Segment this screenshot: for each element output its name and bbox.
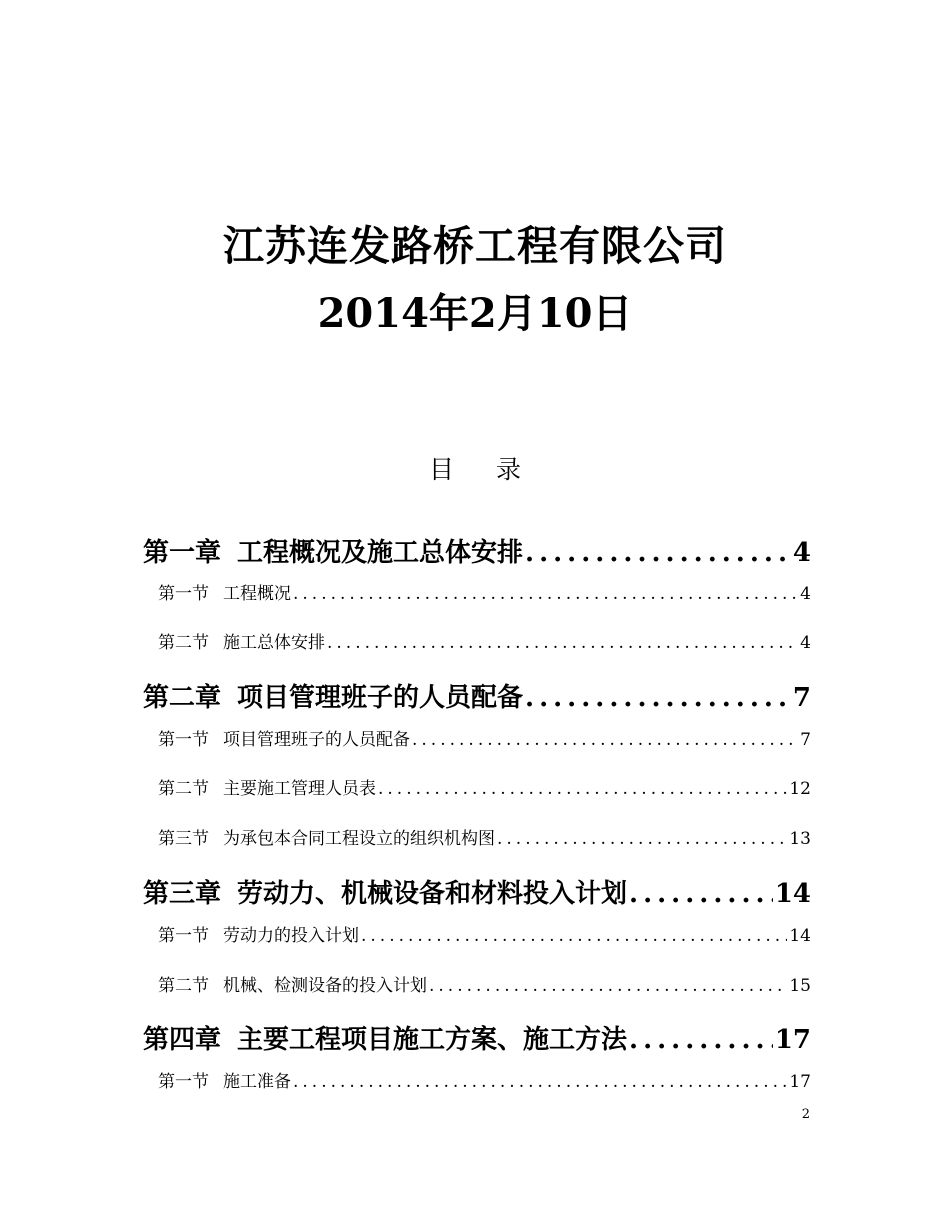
dot-leader [525, 533, 791, 573]
toc-chapter-4[interactable] [143, 1020, 811, 1060]
chapter-title: 主要工程项目施工方案、施工方法 [237, 1025, 628, 1055]
toc-section-3-1[interactable] [158, 922, 811, 950]
table-of-contents [143, 0, 811, 1230]
document-date: 2014年2月10日 [317, 290, 633, 337]
toc-section-2-2[interactable] [158, 775, 811, 803]
dot-leader [293, 580, 798, 608]
dot-leader [429, 972, 787, 1000]
dot-leader [497, 825, 787, 853]
section-page: 13 [789, 829, 811, 849]
toc-chapter-1[interactable] [143, 533, 811, 573]
section-page: 4 [800, 633, 811, 653]
dot-leader [412, 726, 798, 754]
chapter-page: 4 [792, 538, 811, 568]
toc-section-1-1[interactable] [158, 580, 811, 608]
dot-leader [327, 629, 798, 657]
section-number: 第二节 [158, 976, 209, 996]
section-number: 第一节 [158, 1072, 209, 1092]
section-page: 4 [800, 584, 811, 604]
section-number: 第一节 [158, 584, 209, 604]
section-number: 第一节 [158, 926, 209, 946]
section-title: 工程概况 [223, 584, 291, 604]
section-title: 主要施工管理人员表 [223, 779, 376, 799]
section-page: 15 [789, 976, 811, 996]
section-title: 施工总体安排 [223, 633, 325, 653]
toc-section-2-1[interactable] [158, 726, 811, 754]
toc-section-4-1[interactable] [158, 1068, 811, 1096]
company-name: 江苏连发路桥工程有限公司 [223, 222, 727, 270]
chapter-page: 7 [792, 683, 811, 713]
chapter-number: 第三章 [143, 879, 222, 909]
chapter-page: 17 [774, 1025, 811, 1055]
section-page: 7 [800, 730, 811, 750]
page-number: 2 [801, 1107, 810, 1122]
chapter-number: 第一章 [143, 538, 222, 568]
toc-chapter-2[interactable] [143, 678, 811, 718]
dot-leader [525, 678, 791, 718]
toc-section-3-2[interactable] [158, 972, 811, 1000]
section-number: 第二节 [158, 779, 209, 799]
chapter-page: 14 [774, 879, 811, 909]
chapter-number: 第四章 [143, 1025, 222, 1055]
dot-leader [629, 874, 773, 914]
section-title: 施工准备 [223, 1072, 291, 1092]
section-title: 机械、检测设备的投入计划 [223, 976, 427, 996]
section-number: 第二节 [158, 633, 209, 653]
chapter-number: 第二章 [143, 683, 222, 713]
chapter-title: 劳动力、机械设备和材料投入计划 [237, 879, 628, 909]
toc-section-1-2[interactable] [158, 629, 811, 657]
chapter-title: 工程概况及施工总体安排 [237, 538, 524, 568]
dot-leader [361, 922, 787, 950]
toc-heading: 目录 [428, 455, 563, 484]
chapter-title: 项目管理班子的人员配备 [237, 683, 524, 713]
dot-leader [378, 775, 787, 803]
toc-section-2-3[interactable] [158, 825, 811, 853]
toc-chapter-3[interactable] [143, 874, 811, 914]
section-page: 12 [789, 779, 811, 799]
section-page: 14 [789, 926, 811, 946]
section-number: 第三节 [158, 829, 209, 849]
section-number: 第一节 [158, 730, 209, 750]
section-title: 为承包本合同工程设立的组织机构图 [223, 829, 495, 849]
section-page: 17 [789, 1072, 811, 1092]
section-title: 劳动力的投入计划 [223, 926, 359, 946]
dot-leader [293, 1068, 787, 1096]
section-title: 项目管理班子的人员配备 [223, 730, 410, 750]
dot-leader [629, 1020, 773, 1060]
